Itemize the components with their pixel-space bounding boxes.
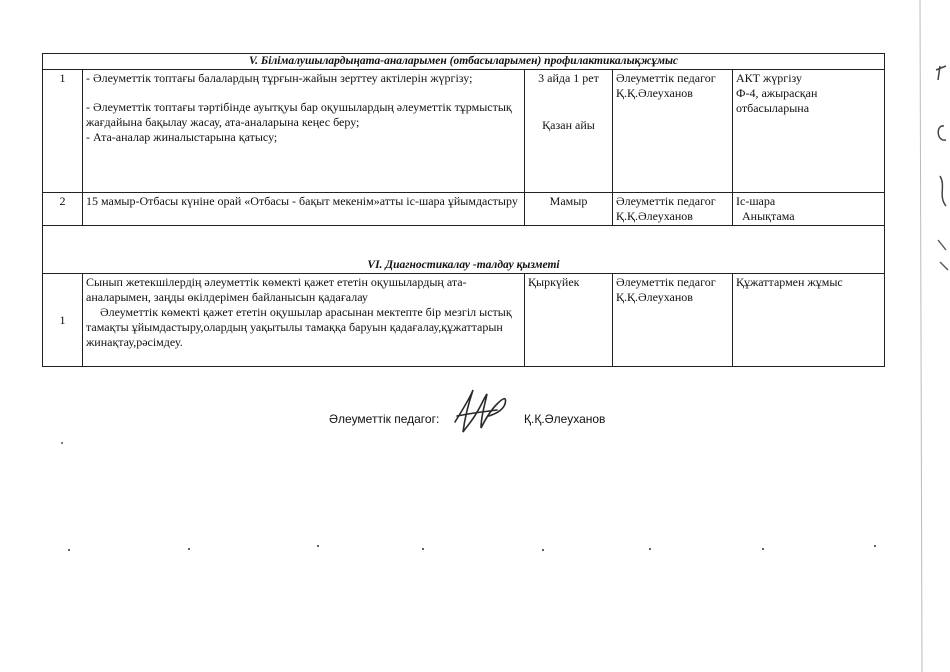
section6-header-row (43, 258, 885, 274)
table-row (43, 193, 885, 226)
content-line: - Әлеуметтік топтағы балалардың тұрғын-жайын зерттеу актілерін жүргізу; (86, 71, 473, 85)
responsible-name: Қ.Қ.Әлеуханов (616, 86, 693, 100)
table-row (43, 274, 885, 367)
row-number: 2 (43, 193, 83, 226)
handwritten-signature (447, 382, 515, 440)
row-deadline (525, 70, 613, 193)
row-content (83, 274, 525, 367)
result-line: Анықтама (742, 209, 795, 223)
signature-block (329, 382, 729, 442)
content-line: - Ата-аналар жиналыстарына қатысу; (86, 130, 278, 144)
result-line: АКТ жүргізу (736, 71, 803, 85)
deadline-line: 3 айда 1 рет (538, 71, 599, 85)
row-responsible (613, 193, 733, 226)
content-line: - Әлеуметтік топтағы тәртібінде ауытқуы бар оқушылардың әлеуметтік тұрмыстық жағдайына бақылау жасау, ата-аналарына кеңес беру; (86, 100, 512, 129)
section5-title: V. Білімалушылардыңата-аналарымен (отбасыларымен) профилактикалықжұмыс (43, 54, 885, 70)
row-result: Құжаттармен жұмыс (733, 274, 885, 367)
row-content: 15 мамыр-Отбасы күніне орай «Отбасы - бақыт мекенім»атты іс-шара ұйымдастыру (83, 193, 525, 226)
row-result (733, 70, 885, 193)
responsible-name: Қ.Қ.Әлеуханов (616, 290, 693, 304)
responsible-role: Әлеуметтік педагог (616, 194, 716, 208)
row-deadline: Мамыр (525, 193, 613, 226)
row-responsible (613, 274, 733, 367)
result-line: Іс-шара (736, 194, 776, 208)
deadline-line: Қазан айы (542, 118, 595, 132)
row-result (733, 193, 885, 226)
row-content (83, 70, 525, 193)
responsible-role: Әлеуметтік педагог (616, 275, 716, 289)
work-plan-table (42, 53, 885, 367)
responsible-role: Әлеуметтік педагог (616, 71, 716, 85)
table-row (43, 70, 885, 193)
section5-header-row (43, 54, 885, 70)
row-responsible (613, 70, 733, 193)
responsible-name: Қ.Қ.Әлеуханов (616, 209, 693, 223)
section6-spacer-row (43, 226, 885, 259)
row-number: 1 (43, 70, 83, 193)
signature-label: Әлеуметтік педагог: (329, 412, 440, 426)
margin-scan-marks (910, 0, 950, 672)
row-deadline: Қыркүйек (525, 274, 613, 367)
section6-title: VI. Диагностикалау -талдау қызметі (43, 258, 885, 274)
result-line: Ф-4, ажырасқан отбасыларына (736, 86, 818, 115)
content-line: Сынып жетекшілердің әлеуметтік көмекті қажет ететін оқушылардың ата-аналарымен, заңды өкілдерімен байланысын қадағалау (86, 275, 467, 304)
signature-name: Қ.Қ.Әлеуханов (524, 412, 606, 426)
content-line: Әлеуметтік көмекті қажет ететін оқушылар арасынан мектепте бір мезгіл ыстық тамақты ұйымдастыру,олардың уақытылы тамаққа баруын қадағалау,құжаттарын жинақтау,рәсімдеу. (86, 305, 512, 349)
row-number: 1 (43, 274, 83, 367)
